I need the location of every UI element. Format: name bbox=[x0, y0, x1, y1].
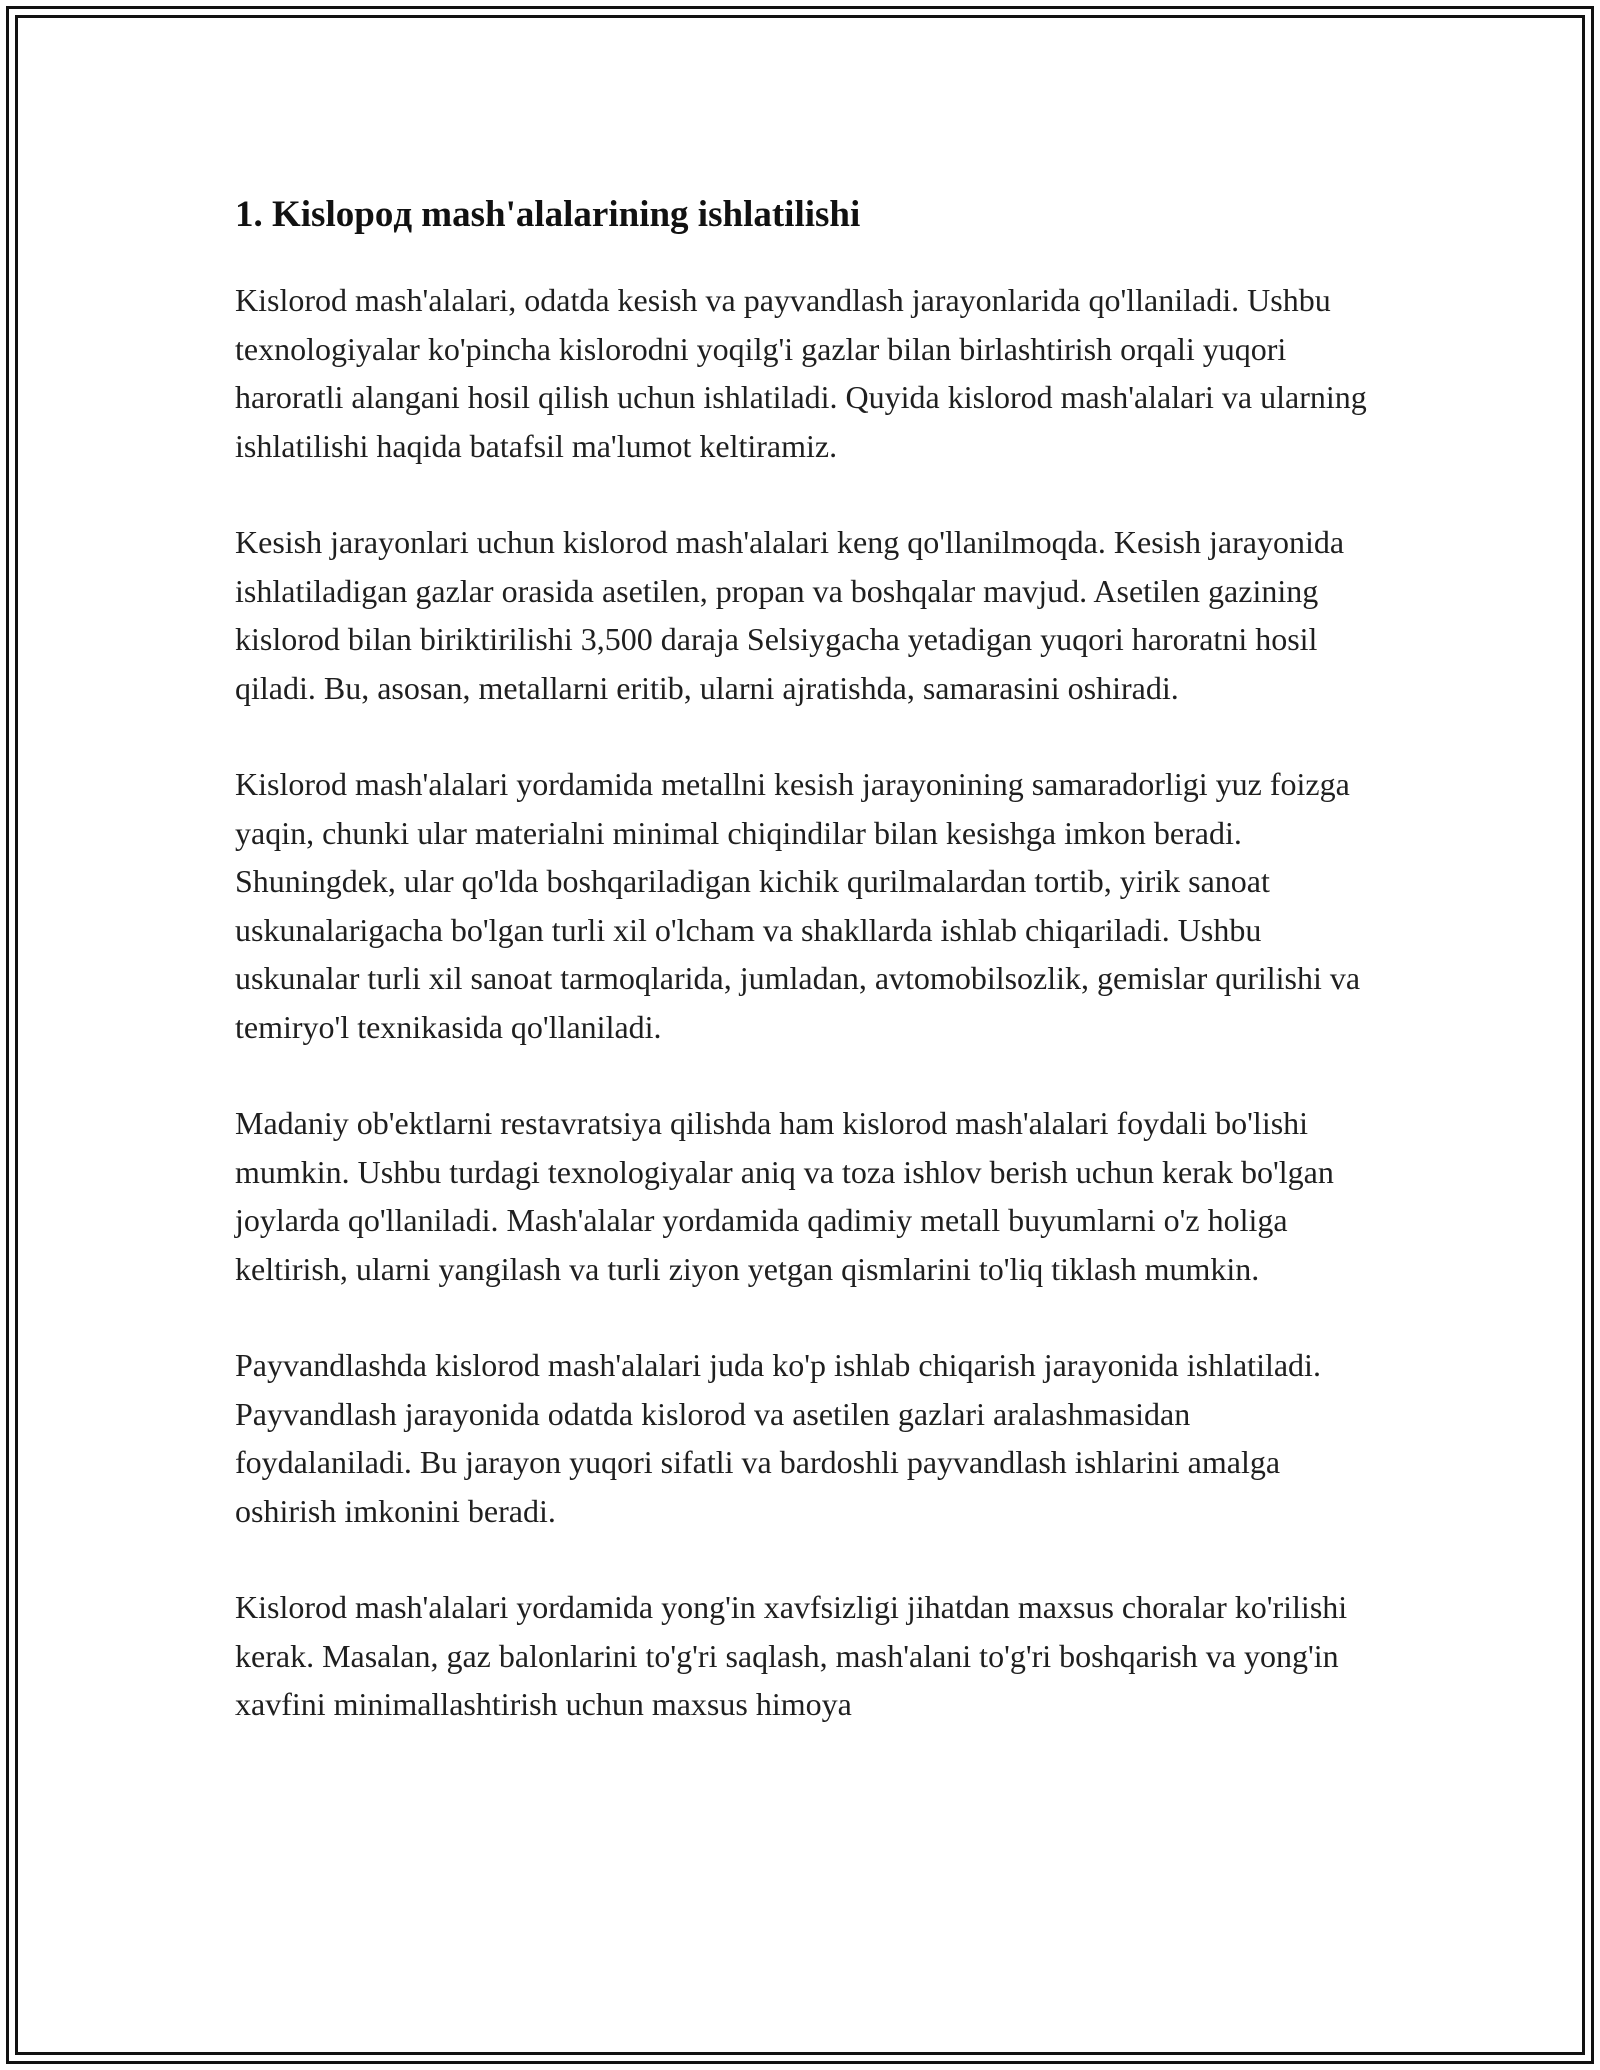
paragraph-efficiency: Kislorod mash'alalari yordamida metallni kesish jarayonining samaradorligi yuz foizga yaqin, chunki ular materialni minimal chiqindilar bilan kesishga imkon beradi. Shuningdek, ular qo'lda boshqariladigan kichik qurilmalardan tortib, yirik sanoat uskunalarigacha bo'lgan turli xil o'lcham va shakllarda ishlab chiqariladi. Ushbu uskunalar turli xil sanoat tarmoqlarida, jumladan, avtomobilsozlik, gemislar qurilishi va temiryo'l texnikasida qo'llaniladi. bbox=[235, 766, 1361, 1045]
paragraph-cutting: Kesish jarayonlari uchun kislorod mash'alalari keng qo'llanilmoqda. Kesish jarayonida ishlatiladigan gazlar orasida asetilen, propan va boshqalar mavjud. Asetilen gazining kislorod bilan biriktirilishi 3,500 daraja Selsiygacha yetadigan yuqori haroratni hosil qiladi. Bu, asosan, metallarni eritib, ularni ajratishda, samarasini oshiradi. bbox=[235, 524, 1345, 706]
paragraph-restoration: Madaniy ob'ektlarni restavratsiya qilishda ham kislorod mash'alalari foydali bo'lishi mumkin. Ushbu turdagi texnologiyalar aniq va toza ishlov berish uchun kerak bo'lgan joylarda qo'llaniladi. Mash'alalar yordamida qadimiy metall buyumlarni o'z holiga keltirish, ularni yangilash va turli ziyon yetgan qismlarini to'liq tiklash mumkin. bbox=[235, 1105, 1334, 1287]
paragraph-intro: Kislorod mash'alalari, odatda kesish va payvandlash jarayonlarida qo'llaniladi. Ushbu texnologiyalar ko'pincha kislorodni yoqilg'i gazlar bilan birlashtirish orqali yuqori haroratli alangani hosil qilish uchun ishlatiladi. Quyida kislorod mash'alalari va ularning ishlatilishi haqida batafsil ma'lumot keltiramiz. bbox=[235, 282, 1367, 464]
document-body bbox=[235, 180, 1375, 1777]
paragraph-welding: Payvandlashda kislorod mash'alalari juda ko'p ishlab chiqarish jarayonida ishlatiladi. Payvandlash jarayonida odatda kislorod va asetilen gazlari aralashmasidan foydalaniladi. Bu jarayon yuqori sifatli va bardoshli payvandlash ishlarini amalga oshirish imkonini beradi. bbox=[235, 1347, 1321, 1529]
section-heading: 1. Kislopoд mash'alalarining ishlatilishi bbox=[235, 194, 861, 235]
paragraph-safety: Kislorod mash'alalari yordamida yong'in xavfsizligi jihatdan maxsus choralar ko'rilishi kerak. Masalan, gaz balonlarini to'g'ri saqlash, mash'alani to'g'ri boshqarish va yong'in xavfini minimallashtirish uchun maxsus himoya bbox=[235, 1589, 1348, 1722]
